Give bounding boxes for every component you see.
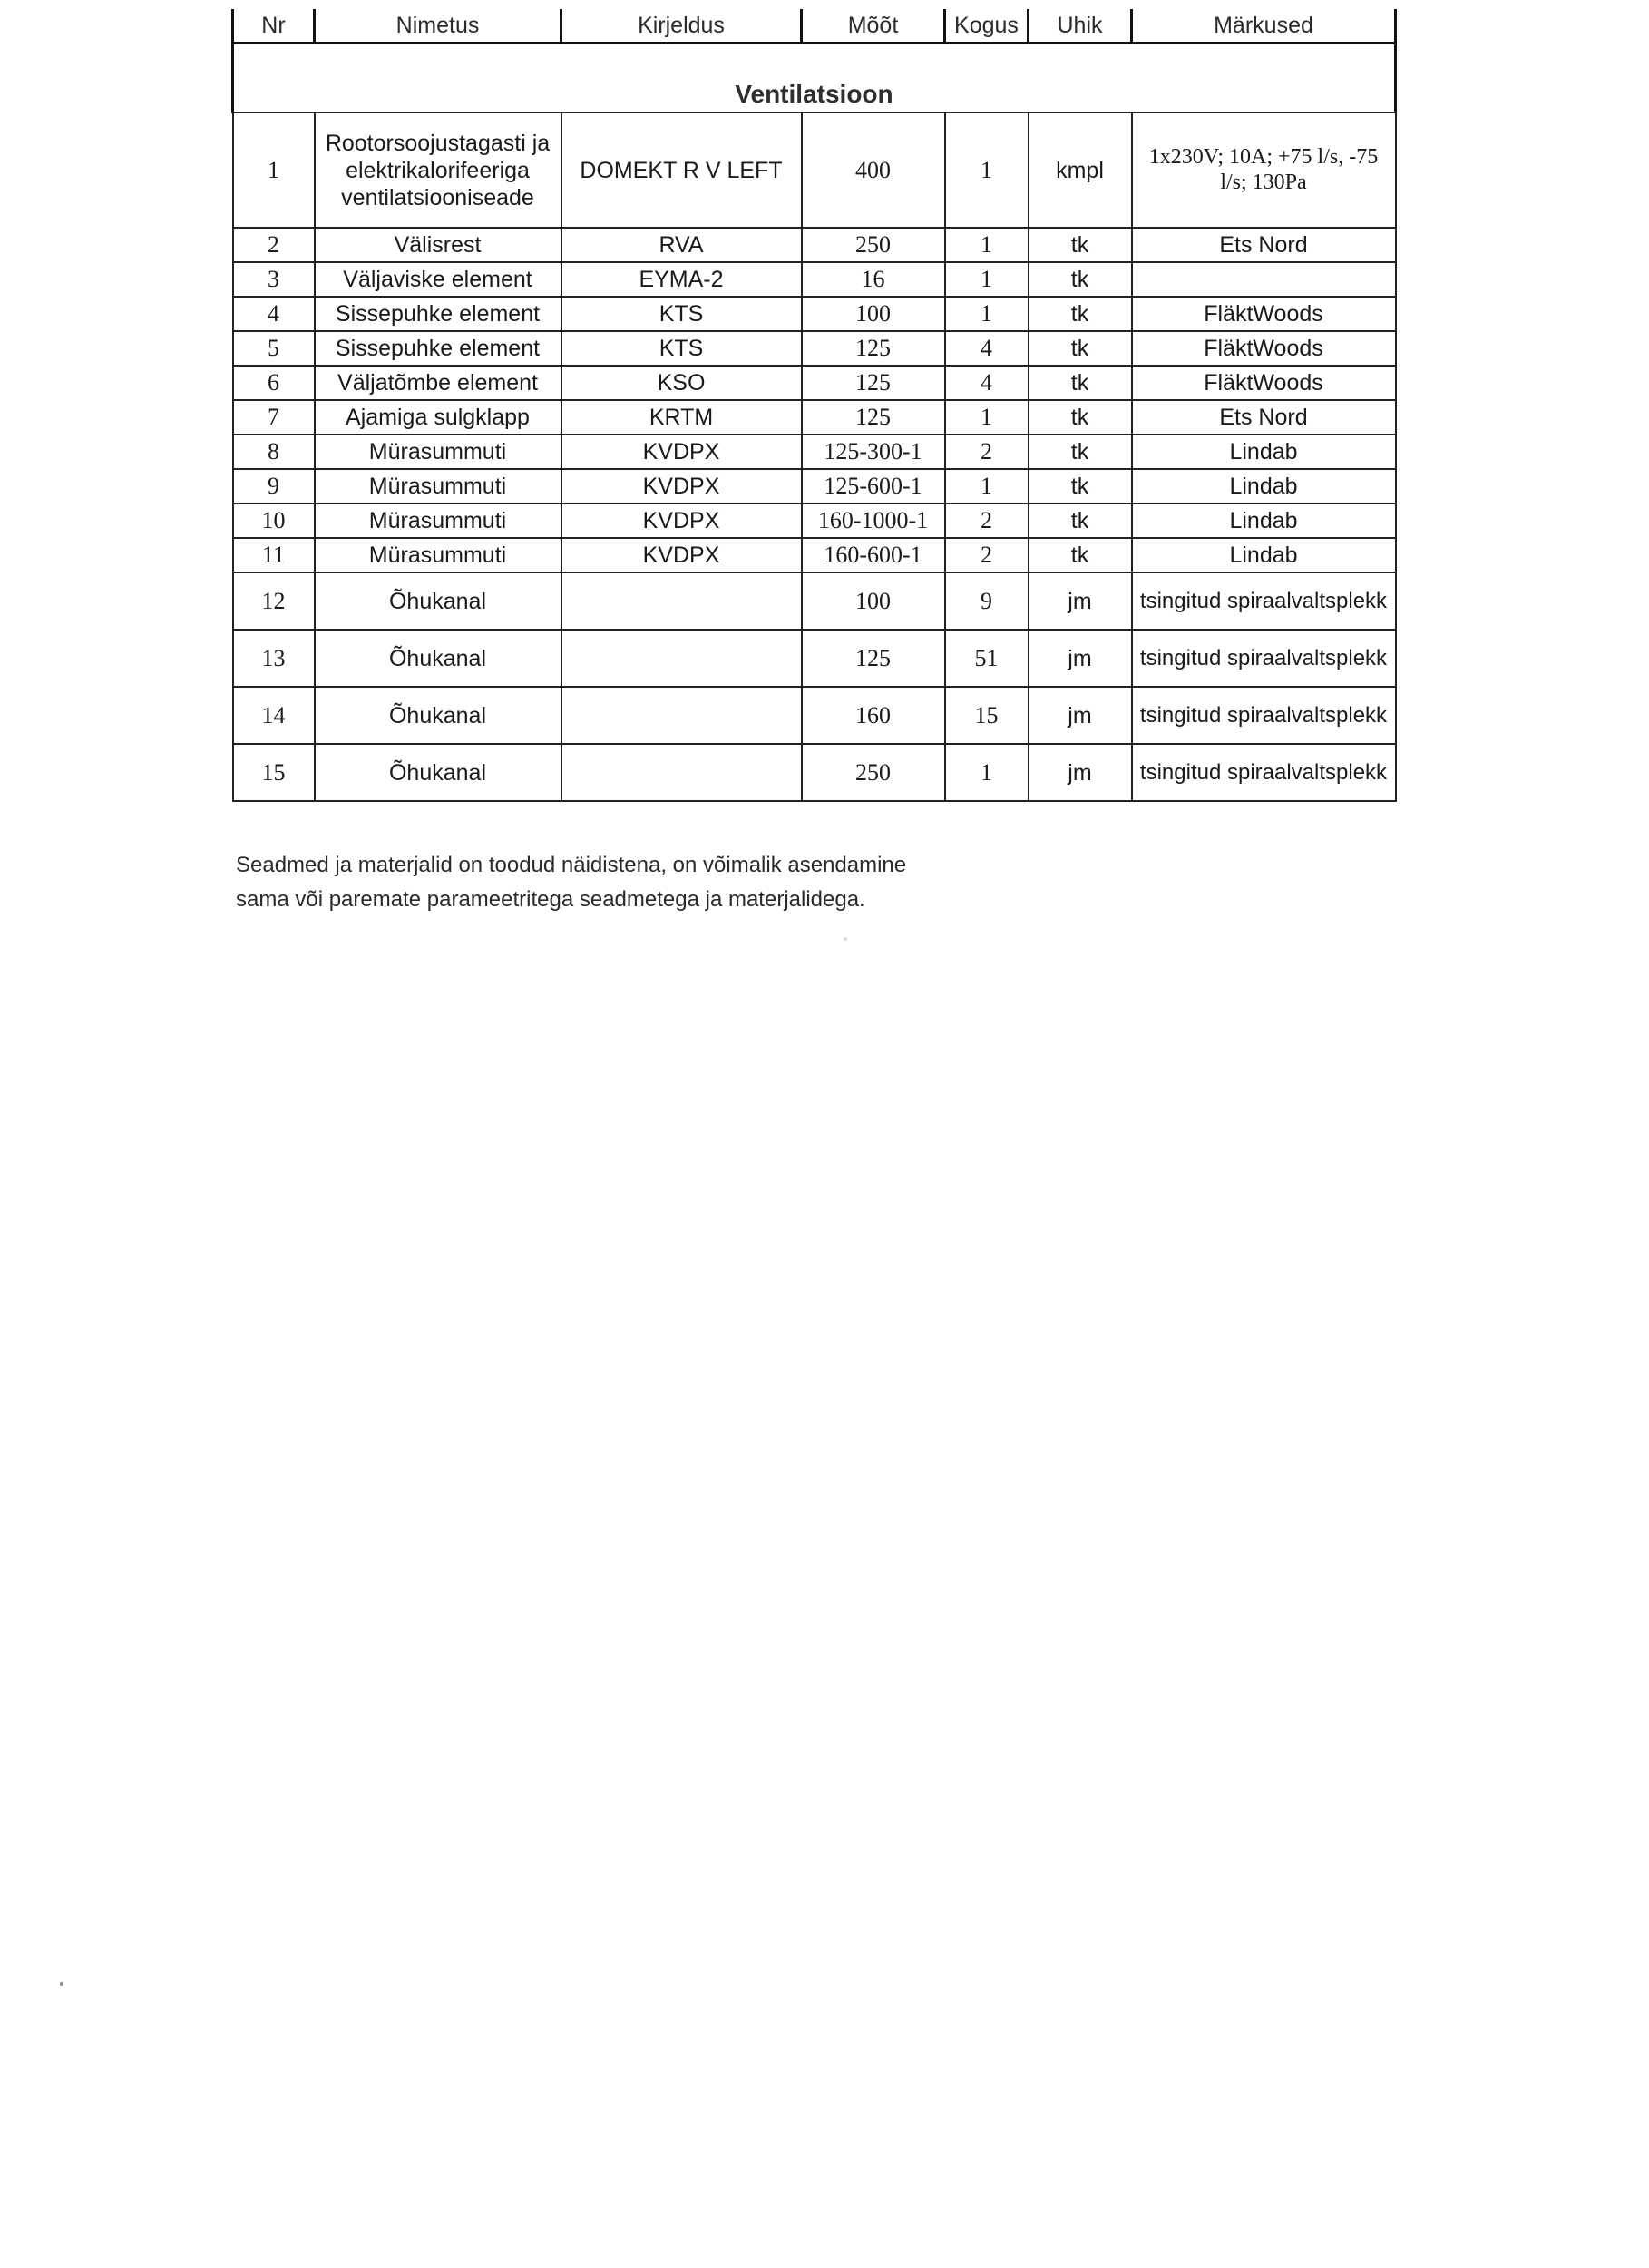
cell-name: Õhukanal <box>315 630 561 687</box>
cell-name: Sissepuhke element <box>315 331 561 366</box>
cell-quantity: 9 <box>945 572 1029 630</box>
footnote-line-1: Seadmed ja materjalid on toodud näidistena, on võimalik asendamine <box>236 853 907 877</box>
cell-description <box>561 630 802 687</box>
cell-name: Mürasummuti <box>315 469 561 503</box>
cell-size: 100 <box>802 572 945 630</box>
table-row <box>233 503 1396 538</box>
cell-name: Väljaviske element <box>315 262 561 297</box>
section-title: Ventilatsioon <box>233 44 1396 113</box>
cell-description: KSO <box>561 366 802 400</box>
cell-unit: tk <box>1029 297 1132 331</box>
cell-size: 160 <box>802 687 945 744</box>
cell-quantity: 4 <box>945 331 1029 366</box>
cell-nr: 15 <box>233 744 315 801</box>
cell-unit: tk <box>1029 435 1132 469</box>
cell-size: 125 <box>802 331 945 366</box>
cell-quantity: 1 <box>945 469 1029 503</box>
cell-size: 250 <box>802 228 945 262</box>
cell-quantity: 1 <box>945 400 1029 435</box>
table-row <box>233 687 1396 744</box>
cell-quantity: 4 <box>945 366 1029 400</box>
cell-nr: 13 <box>233 630 315 687</box>
table-row <box>233 112 1396 228</box>
cell-quantity: 1 <box>945 744 1029 801</box>
cell-description: KTS <box>561 331 802 366</box>
table-row <box>233 366 1396 400</box>
cell-unit: tk <box>1029 400 1132 435</box>
cell-description: RVA <box>561 228 802 262</box>
cell-name: Väljatõmbe element <box>315 366 561 400</box>
cell-size: 125-600-1 <box>802 469 945 503</box>
cell-quantity: 51 <box>945 630 1029 687</box>
cell-nr: 5 <box>233 331 315 366</box>
cell-unit: tk <box>1029 262 1132 297</box>
cell-quantity: 1 <box>945 262 1029 297</box>
header-kogus: Kogus <box>945 9 1029 44</box>
cell-size: 250 <box>802 744 945 801</box>
cell-remarks: tsingitud spiraalvaltsplekk <box>1132 572 1396 630</box>
cell-size: 16 <box>802 262 945 297</box>
cell-name: Õhukanal <box>315 572 561 630</box>
table-row <box>233 262 1396 297</box>
cell-remarks: Lindab <box>1132 503 1396 538</box>
equipment-table <box>231 9 1397 802</box>
cell-description <box>561 572 802 630</box>
cell-quantity: 2 <box>945 435 1029 469</box>
cell-size: 160-600-1 <box>802 538 945 572</box>
cell-unit: jm <box>1029 630 1132 687</box>
cell-remarks: Lindab <box>1132 469 1396 503</box>
cell-remarks: Ets Nord <box>1132 400 1396 435</box>
cell-unit: tk <box>1029 331 1132 366</box>
header-nimetus: Nimetus <box>315 9 561 44</box>
cell-description: KTS <box>561 297 802 331</box>
cell-nr: 10 <box>233 503 315 538</box>
scan-speck <box>60 1982 63 1986</box>
cell-description: KVDPX <box>561 538 802 572</box>
cell-quantity: 1 <box>945 228 1029 262</box>
table-header-row <box>233 9 1396 44</box>
cell-description: KVDPX <box>561 435 802 469</box>
cell-quantity: 2 <box>945 503 1029 538</box>
cell-remarks: FläktWoods <box>1132 297 1396 331</box>
cell-nr: 11 <box>233 538 315 572</box>
cell-remarks <box>1132 262 1396 297</box>
table-row <box>233 744 1396 801</box>
cell-size: 160-1000-1 <box>802 503 945 538</box>
table-row <box>233 538 1396 572</box>
cell-name: Õhukanal <box>315 687 561 744</box>
cell-name: Ajamiga sulgklapp <box>315 400 561 435</box>
table-row <box>233 469 1396 503</box>
cell-nr: 6 <box>233 366 315 400</box>
cell-name: Sissepuhke element <box>315 297 561 331</box>
cell-size: 125-300-1 <box>802 435 945 469</box>
cell-description: DOMEKT R V LEFT <box>561 112 802 228</box>
cell-name: Rootorsoojustagasti ja elektrikalorifeeriga ventilatsiooniseade <box>315 112 561 228</box>
cell-remarks: Lindab <box>1132 538 1396 572</box>
cell-unit: jm <box>1029 687 1132 744</box>
header-uhik: Uhik <box>1029 9 1132 44</box>
cell-remarks: Lindab <box>1132 435 1396 469</box>
table-body <box>233 44 1396 802</box>
table-row <box>233 228 1396 262</box>
cell-nr: 2 <box>233 228 315 262</box>
cell-name: Mürasummuti <box>315 538 561 572</box>
cell-nr: 3 <box>233 262 315 297</box>
scan-speck <box>844 937 847 941</box>
cell-unit: tk <box>1029 538 1132 572</box>
header-markused: Märkused <box>1132 9 1396 44</box>
cell-nr: 12 <box>233 572 315 630</box>
cell-remarks: FläktWoods <box>1132 366 1396 400</box>
cell-unit: tk <box>1029 228 1132 262</box>
cell-description <box>561 744 802 801</box>
header-nr: Nr <box>233 9 315 44</box>
section-row <box>233 44 1396 113</box>
cell-nr: 14 <box>233 687 315 744</box>
cell-remarks: tsingitud spiraalvaltsplekk <box>1132 630 1396 687</box>
cell-size: 125 <box>802 630 945 687</box>
cell-remarks: FläktWoods <box>1132 331 1396 366</box>
cell-name: Välisrest <box>315 228 561 262</box>
cell-quantity: 15 <box>945 687 1029 744</box>
table-row <box>233 400 1396 435</box>
cell-description <box>561 687 802 744</box>
cell-unit: tk <box>1029 469 1132 503</box>
cell-remarks: tsingitud spiraalvaltsplekk <box>1132 687 1396 744</box>
cell-size: 400 <box>802 112 945 228</box>
cell-name: Mürasummuti <box>315 503 561 538</box>
cell-nr: 4 <box>233 297 315 331</box>
cell-unit: kmpl <box>1029 112 1132 228</box>
cell-unit: jm <box>1029 744 1132 801</box>
cell-nr: 9 <box>233 469 315 503</box>
header-moot: Mõõt <box>802 9 945 44</box>
table-row <box>233 630 1396 687</box>
cell-unit: tk <box>1029 503 1132 538</box>
cell-quantity: 2 <box>945 538 1029 572</box>
footnote-line-2: sama või paremate parameetritega seadmetega ja materjalidega. <box>236 887 865 912</box>
cell-name: Mürasummuti <box>315 435 561 469</box>
cell-size: 125 <box>802 400 945 435</box>
cell-nr: 8 <box>233 435 315 469</box>
cell-description: EYMA-2 <box>561 262 802 297</box>
table-row <box>233 331 1396 366</box>
cell-quantity: 1 <box>945 297 1029 331</box>
cell-size: 125 <box>802 366 945 400</box>
cell-nr: 1 <box>233 112 315 228</box>
header-kirjeldus: Kirjeldus <box>561 9 802 44</box>
table-row <box>233 435 1396 469</box>
cell-name: Õhukanal <box>315 744 561 801</box>
cell-size: 100 <box>802 297 945 331</box>
cell-remarks: tsingitud spiraalvaltsplekk <box>1132 744 1396 801</box>
table-row <box>233 572 1396 630</box>
cell-unit: jm <box>1029 572 1132 630</box>
cell-nr: 7 <box>233 400 315 435</box>
cell-description: KVDPX <box>561 469 802 503</box>
cell-description: KVDPX <box>561 503 802 538</box>
footnote <box>236 848 1052 917</box>
cell-quantity: 1 <box>945 112 1029 228</box>
cell-description: KRTM <box>561 400 802 435</box>
cell-remarks: Ets Nord <box>1132 228 1396 262</box>
table-row <box>233 297 1396 331</box>
cell-remarks: 1x230V; 10A; +75 l/s, -75 l/s; 130Pa <box>1132 112 1396 228</box>
cell-unit: tk <box>1029 366 1132 400</box>
